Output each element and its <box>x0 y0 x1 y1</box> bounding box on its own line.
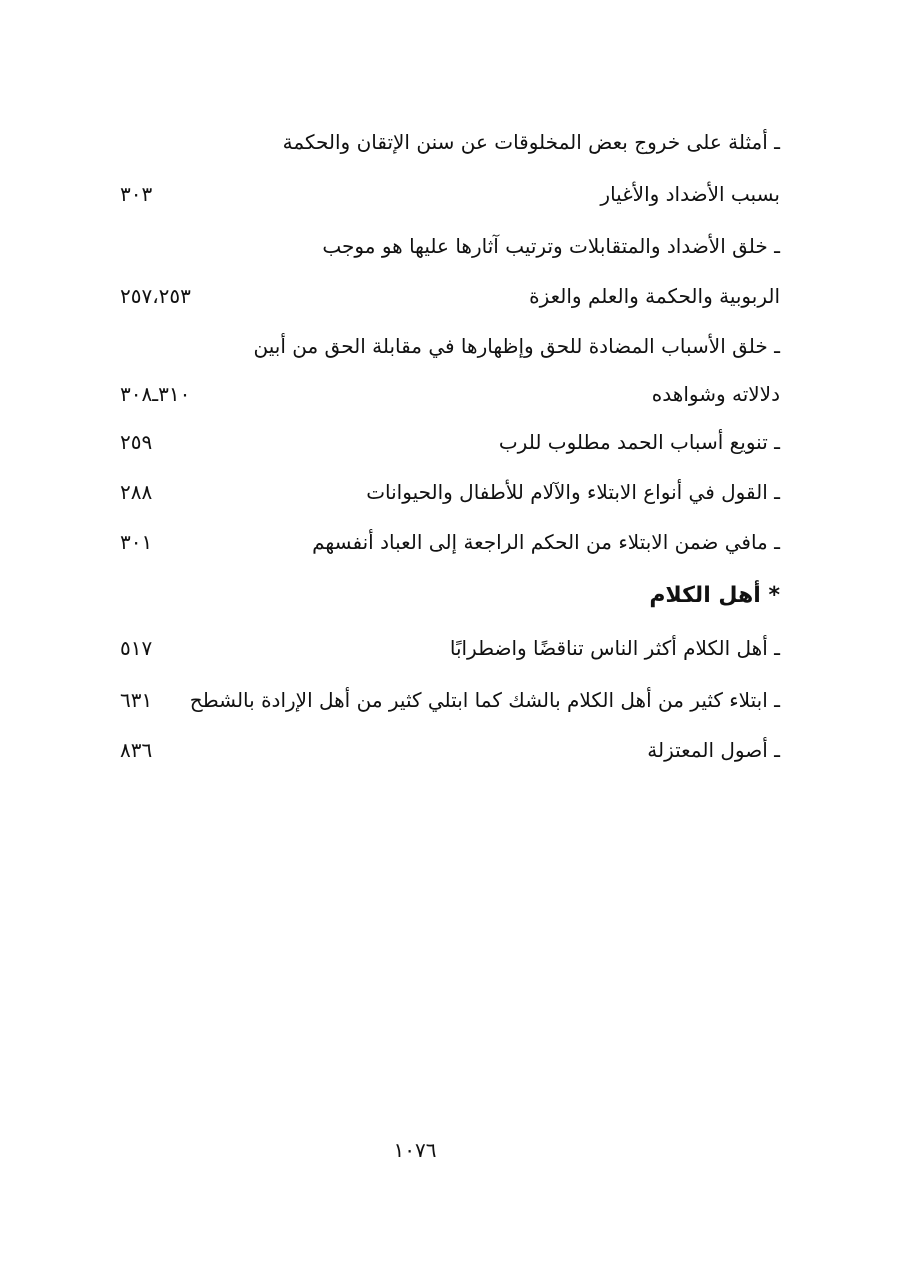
index-entry <box>0 374 900 414</box>
entry-text: ـ أصول المعتزلة <box>647 738 780 762</box>
page-number: ١٠٧٦ <box>393 1138 437 1162</box>
entry-text: ـ القول في أنواع الابتلاء والآلام للأطفال والحيوانات <box>366 480 780 504</box>
index-entry <box>0 522 900 562</box>
entry-text: ـ مافي ضمن الابتلاء من الحكم الراجعة إلى العباد أنفسهم <box>312 530 780 554</box>
index-entry <box>0 276 900 316</box>
entry-pages: ٢٥٧،٢٥٣ <box>120 284 191 308</box>
entry-pages: ٣١٠ـ٣٠٨ <box>120 382 191 406</box>
index-entry <box>0 472 900 512</box>
entry-pages: ٣٠١ <box>120 530 153 554</box>
index-entry <box>0 226 900 266</box>
section-heading-row <box>0 576 900 616</box>
entry-text: ـ أمثلة على خروج بعض المخلوقات عن سنن الإتقان والحكمة <box>282 130 780 154</box>
index-entry <box>0 628 900 668</box>
entry-pages: ٦٣١ <box>120 688 153 712</box>
entry-pages: ٨٣٦ <box>120 738 153 762</box>
entry-pages: ٣٠٣ <box>120 182 153 206</box>
index-entry <box>0 326 900 366</box>
entry-text: الربوبية والحكمة والعلم والعزة <box>529 284 780 308</box>
entry-text: ـ ابتلاء كثير من أهل الكلام بالشك كما ابتلي كثير من أهل الإرادة بالشطح <box>189 688 780 712</box>
index-entry <box>0 422 900 462</box>
entry-pages: ٥١٧ <box>120 636 153 660</box>
section-heading: * أهل الكلام <box>649 583 780 608</box>
index-entry <box>0 680 900 720</box>
entry-text: ـ أهل الكلام أكثر الناس تناقضًا واضطرابًا <box>449 636 780 660</box>
entry-text: ـ تنويع أسباب الحمد مطلوب للرب <box>498 430 780 454</box>
index-entry <box>0 174 900 214</box>
entry-pages: ٢٥٩ <box>120 430 153 454</box>
entry-text: دلالاته وشواهده <box>651 382 780 406</box>
entry-text: بسبب الأضداد والأغيار <box>600 182 780 206</box>
index-entry <box>0 122 900 162</box>
index-entry <box>0 730 900 770</box>
entry-text: ـ خلق الأضداد والمتقابلات وترتيب آثارها عليها هو موجب <box>322 234 780 258</box>
entry-text: ـ خلق الأسباب المضادة للحق وإظهارها في مقابلة الحق من أبين <box>253 334 780 358</box>
entry-pages: ٢٨٨ <box>120 480 153 504</box>
